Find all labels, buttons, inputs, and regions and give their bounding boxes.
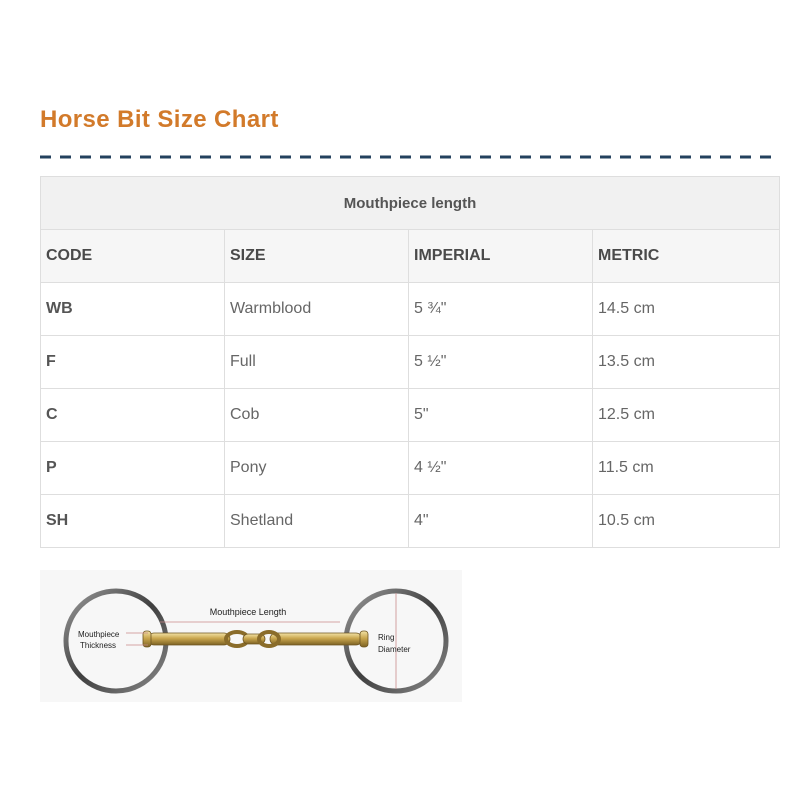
ring-diameter-label-line2: Diameter — [378, 645, 411, 654]
ring-diameter-label-line1: Ring — [378, 633, 395, 642]
column-header-metric: METRIC — [593, 230, 780, 283]
cell-size: Full — [225, 336, 409, 389]
table-row — [41, 495, 780, 548]
cell-code: C — [41, 389, 225, 442]
cell-code: WB — [41, 283, 225, 336]
cell-imperial: 5" — [409, 389, 593, 442]
cell-imperial: 4" — [409, 495, 593, 548]
column-header-size: SIZE — [225, 230, 409, 283]
table-row — [41, 283, 780, 336]
table-caption: Mouthpiece length — [41, 177, 780, 230]
cell-code: SH — [41, 495, 225, 548]
cell-size: Warmblood — [225, 283, 409, 336]
table-caption-row — [41, 177, 780, 230]
mouthpiece-thickness-label-line2: Thickness — [80, 641, 117, 650]
cell-code: F — [41, 336, 225, 389]
cell-metric: 11.5 cm — [593, 442, 780, 495]
cell-metric: 10.5 cm — [593, 495, 780, 548]
dashed-divider — [40, 155, 780, 159]
cell-size: Shetland — [225, 495, 409, 548]
table-row — [41, 389, 780, 442]
bit-diagram — [40, 570, 462, 702]
column-header-code: CODE — [41, 230, 225, 283]
table-header-row — [41, 230, 780, 283]
cell-metric: 12.5 cm — [593, 389, 780, 442]
page-title: Horse Bit Size Chart — [40, 106, 279, 133]
table-row — [41, 442, 780, 495]
size-table — [40, 176, 780, 548]
cell-imperial: 4 ½" — [409, 442, 593, 495]
cell-size: Cob — [225, 389, 409, 442]
cell-imperial: 5 ¾" — [409, 283, 593, 336]
mouthpiece-length-label: Mouthpiece Length — [209, 607, 287, 617]
table-row — [41, 336, 780, 389]
cell-metric: 13.5 cm — [593, 336, 780, 389]
cell-code: P — [41, 442, 225, 495]
cell-size: Pony — [225, 442, 409, 495]
column-header-imperial: IMPERIAL — [409, 230, 593, 283]
mouthpiece-thickness-label-line1: Mouthpiece — [78, 630, 120, 639]
cell-metric: 14.5 cm — [593, 283, 780, 336]
cell-imperial: 5 ½" — [409, 336, 593, 389]
